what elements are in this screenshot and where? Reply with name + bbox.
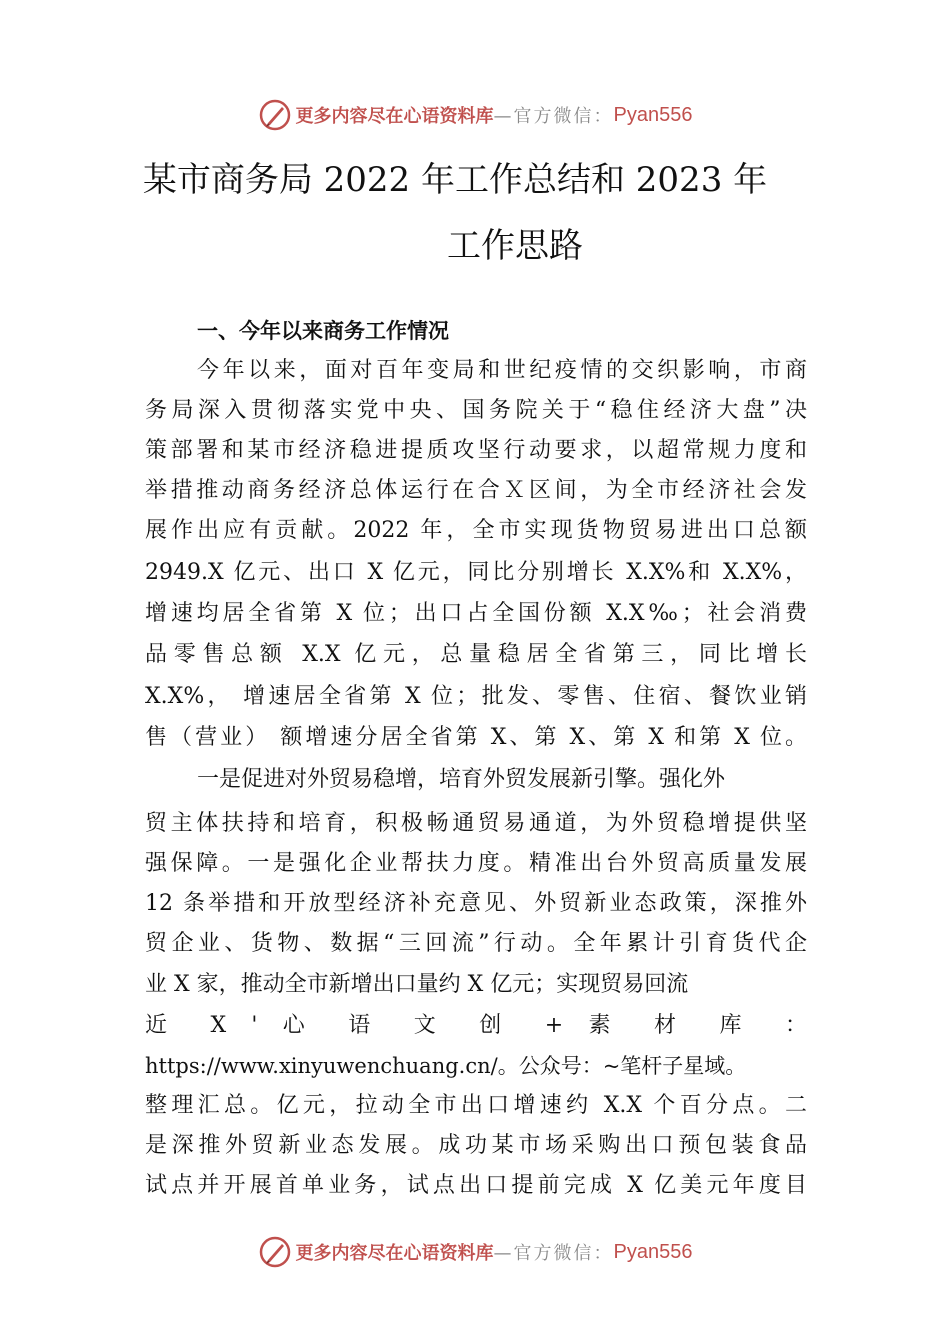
banner-wechat-label: —官方微信：: [493, 1243, 614, 1264]
para2-line: 近 X ' 心 语 文 创 + 素 材 库 ：: [145, 1013, 807, 1038]
doc-title-line2: 工作思路: [447, 226, 583, 266]
para1-line: 举措推动商务经济总体运行在合Ｘ区间，为全市经济社会发: [145, 478, 807, 503]
para1-line: 展作出应有贡献。2022 年，全市实现货物贸易进出口总额: [145, 518, 807, 543]
pen-logo-icon: [258, 1235, 292, 1269]
banner-wechat-label: —官方微信：: [493, 106, 614, 127]
para2-line: 贸企业、货物、数据“三回流”行动。全年累计引育货代企: [145, 931, 807, 956]
pen-logo-icon: [258, 98, 292, 132]
para1-line: 品零售总额 X.X 亿元，总量稳居全省第三，同比增长: [145, 642, 807, 667]
para1-line: 2949.X 亿元、出口 X 亿元，同比分别增长 X.X%和 X.X%，: [145, 560, 807, 585]
para1-line: 务局深入贯彻落实党中央、国务院关于“稳住经济大盘”决: [145, 398, 807, 423]
watermark-banner-bottom: [0, 1232, 950, 1272]
para1-line: X.X%， 增速居全省第 X 位；批发、零售、住宿、餐饮业销: [145, 684, 807, 709]
para1-line: 策部署和某市经济稳进提质攻坚行动要求，以超常规力度和: [145, 438, 807, 463]
para2-line: 整理汇总。亿元，拉动全市出口增速约 X.X 个百分点。二: [145, 1093, 807, 1118]
para1-line: 今年以来，面对百年变局和世纪疫情的交织影响，市商: [197, 358, 807, 383]
para2-line: 12 条举措和开放型经济补充意见、外贸新业态政策，深推外: [145, 891, 807, 916]
para2-line: 一是促进对外贸易稳增，培育外贸发展新引擎。强化外: [197, 767, 726, 792]
para2-link-line[interactable]: https://www.xinyuwenchuang.cn/。公众号：~笔杆子星域。: [145, 1054, 747, 1078]
para2-line: 贸主体扶持和培育，积极畅通贸易通道，为外贸稳增提供坚: [145, 811, 807, 836]
para2-line: 业 X 家，推动全市新增出口量约 X 亿元；实现贸易回流: [145, 972, 689, 997]
para1-line: 售（营业） 额增速分居全省第 X、第 X、第 X 和第 X 位。: [145, 725, 807, 750]
banner-wechat-id: Pyan556: [613, 1240, 693, 1263]
banner-wechat-id: Pyan556: [613, 103, 693, 126]
para1-line: 增速均居全省第 X 位；出口占全国份额 X.X‰；社会消费: [145, 601, 807, 626]
banner-text: 更多内容尽在心语资料库: [295, 1243, 494, 1264]
watermark-banner-top: [0, 95, 950, 135]
para2-line: 试点并开展首单业务，试点出口提前完成 X 亿美元年度目: [145, 1173, 807, 1198]
para2-line: 强保障。一是强化企业帮扶力度。精准出台外贸高质量发展: [145, 851, 807, 876]
doc-title-line1: 某市商务局 2022 年工作总结和 2023 年: [142, 160, 768, 200]
section-heading: 一、今年以来商务工作情况: [197, 319, 449, 343]
banner-text: 更多内容尽在心语资料库: [295, 106, 494, 127]
para2-line: 是深推外贸新业态发展。成功某市场采购出口预包装食品: [145, 1133, 807, 1158]
